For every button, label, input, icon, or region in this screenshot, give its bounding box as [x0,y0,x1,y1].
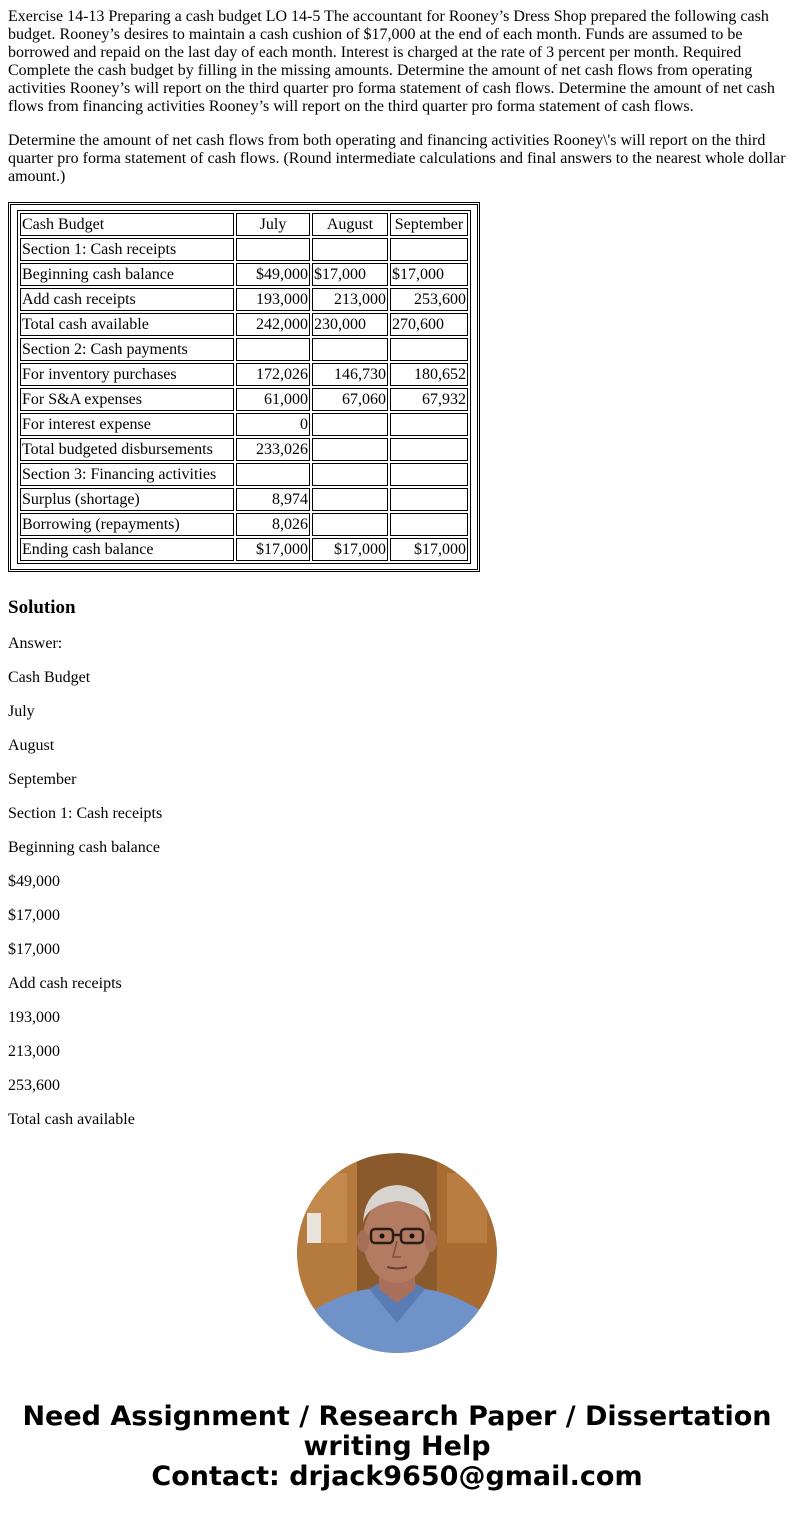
answer-line: $17,000 [8,907,60,924]
answer-line: 213,000 [8,1043,60,1060]
table-row [20,313,468,336]
cell-september [390,463,468,486]
answer-line: July [8,703,35,720]
table-row [20,413,468,436]
cell-august: 146,730 [312,363,388,386]
cell-july [236,463,310,486]
cash-budget-table-frame [8,202,480,572]
cell-august: 230,000 [312,313,388,336]
cell-august [312,463,388,486]
cell-september [390,338,468,361]
solution-heading: Solution [8,597,76,618]
row-label: Total budgeted disbursements [20,438,234,461]
cell-september [390,513,468,536]
answer-line: September [8,771,77,788]
row-label: Total cash available [20,313,234,336]
answer-line: 193,000 [8,1009,60,1026]
cell-august [312,438,388,461]
row-label: Section 2: Cash payments [20,338,234,361]
row-label: Ending cash balance [20,538,234,561]
answer-line: 253,600 [8,1077,60,1094]
table-row [20,263,468,286]
cell-august [312,338,388,361]
answer-line: $17,000 [8,941,60,958]
row-label: For interest expense [20,413,234,436]
tutor-portrait-photo [297,1153,497,1353]
table-row [20,238,468,261]
cell-september: $17,000 [390,263,468,286]
banner-line-1: Need Assignment / Research Paper / Dissertation [22,1401,772,1432]
cell-august [312,413,388,436]
cell-july: 172,026 [236,363,310,386]
cell-july: 8,026 [236,513,310,536]
help-banner [0,1402,794,1492]
cell-september [390,438,468,461]
cell-july: $49,000 [236,263,310,286]
answer-line: $49,000 [8,873,60,890]
answer-line: Section 1: Cash receipts [8,805,163,822]
cell-september: 253,600 [390,288,468,311]
table-row [20,438,468,461]
cell-august: 67,060 [312,388,388,411]
row-label: Surplus (shortage) [20,488,234,511]
header-cell-september: September [390,213,468,236]
cell-july: 233,026 [236,438,310,461]
cell-july [236,238,310,261]
answer-line: Answer: [8,635,63,652]
cell-august: $17,000 [312,538,388,561]
solution-answer-list [8,635,790,1129]
cell-july [236,338,310,361]
answer-line: August [8,737,55,754]
question-paragraph-2: Determine the amount of net cash flows from both operating and financing activities Rooney\'s will report on the third quarter pro forma statement of cash flows. (Round intermediate calculations and final answers to the nearest whole dollar amount.) [8,132,786,185]
row-label: For S&A expenses [20,388,234,411]
row-label: Add cash receipts [20,288,234,311]
cash-budget-table [17,210,471,564]
table-row [20,363,468,386]
cell-september: 67,932 [390,388,468,411]
header-cell-july: July [236,213,310,236]
table-row [20,488,468,511]
table-row [20,513,468,536]
row-label: Section 3: Financing activities [20,463,234,486]
row-label: Borrowing (repayments) [20,513,234,536]
table-row [20,388,468,411]
answer-line: Cash Budget [8,669,91,686]
cell-august [312,513,388,536]
row-label: Beginning cash balance [20,263,234,286]
cell-july: 61,000 [236,388,310,411]
banner-contact-line: Contact: drjack9650@gmail.com [151,1461,643,1492]
header-cell-august: August [312,213,388,236]
cell-july: $17,000 [236,538,310,561]
cell-august [312,238,388,261]
answer-line: Total cash available [8,1111,135,1128]
table-row [20,288,468,311]
cell-september [390,413,468,436]
cell-september: 180,652 [390,363,468,386]
cell-july: 0 [236,413,310,436]
answer-line: Beginning cash balance [8,839,160,856]
answer-line: Add cash receipts [8,975,122,992]
banner-line-2: writing Help [303,1431,491,1462]
question-paragraph-1: Exercise 14-13 Preparing a cash budget LO 14-5 The accountant for Rooney’s Dress Shop prepared the following cash budget. Rooney’s desires to maintain a cash cushion of $17,000 at the end of each month. Funds are assumed to be borrowed and repaid on the last day of each month. Interest is charged at the rate of 3 percent per month. Required Complete the cash budget by filling in the missing amounts. Determine the amount of net cash flows from operating activities Rooney’s will report on the third quarter pro forma statement of cash flows. Determine the amount of net cash flows from financing activities Rooney’s will report on the third quarter pro forma statement of cash flows. [8,8,775,115]
table-row [20,463,468,486]
cell-july: 242,000 [236,313,310,336]
cell-august: $17,000 [312,263,388,286]
cell-september: $17,000 [390,538,468,561]
row-label: For inventory purchases [20,363,234,386]
cell-august: 213,000 [312,288,388,311]
cell-july: 8,974 [236,488,310,511]
row-label: Section 1: Cash receipts [20,238,234,261]
cell-september [390,488,468,511]
cell-august [312,488,388,511]
table-header-row [20,213,468,236]
header-cell-label: Cash Budget [20,213,234,236]
cell-september [390,238,468,261]
table-row [20,538,468,561]
cell-september: 270,600 [390,313,468,336]
page-content [8,8,790,1129]
table-row [20,338,468,361]
cell-july: 193,000 [236,288,310,311]
